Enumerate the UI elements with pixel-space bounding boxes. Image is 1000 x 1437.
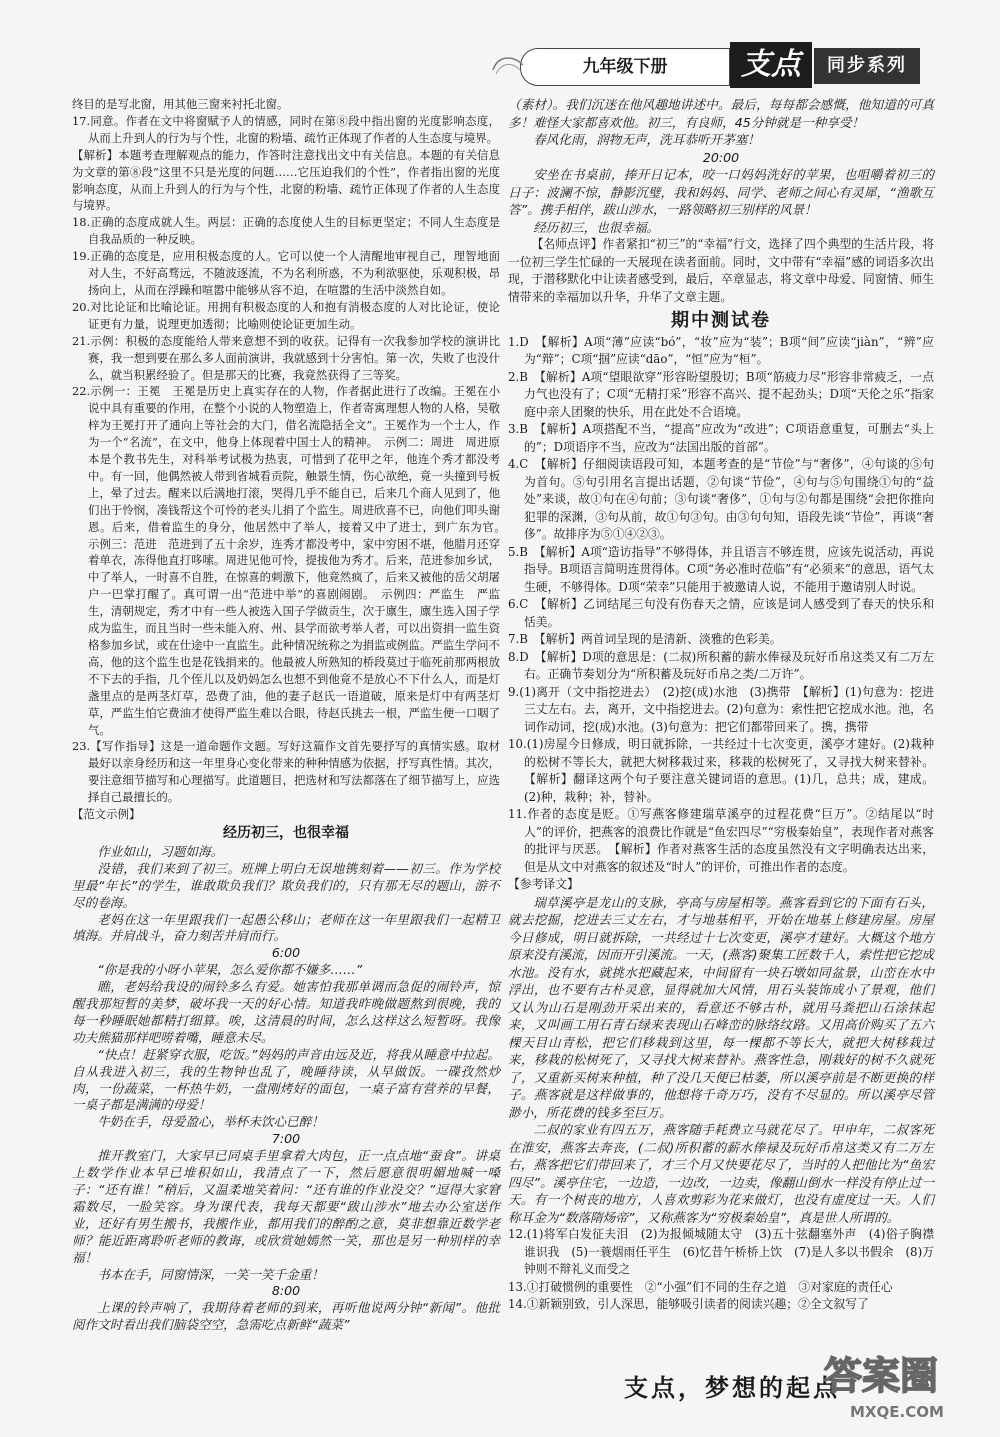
text-paragraph: 3.B 【解析】A项搭配不当，“提高”应改为“改进”；C项语意重复，可删去“头上的”；D项语序不当，应改为“法国出版的首部”。 xyxy=(508,422,934,454)
section-title: 经历初三，也很幸福 xyxy=(223,824,349,841)
text-paragraph: 终目的是写北窗，用其他三窗来衬托北窗。 xyxy=(72,97,289,111)
grade-label: 九年级下册 xyxy=(520,48,730,86)
text-paragraph: 6:00 xyxy=(271,945,301,961)
text-paragraph: 21.示例：积极的态度能给人带来意想不到的收获。记得有一次我参加学校的演讲比赛，我一想到要在那么多人面前演讲，我就感到十分害怕。第一次，失败了也没什么，就当积累经验了。但是那天的比赛，我竟然获得了三等奖。 xyxy=(72,333,500,382)
text-paragraph: 瑞草溪亭是龙山的支脉，亭高与房屋相等。燕客看到它的下面有石头，就去挖掘，挖进去三丈左右，才与地基相平，开始在地基上修建房屋。房屋今日修成，明日就拆除，一共经过十七次变更，溪亭才建好。大概这个地方原来没有溪流，因而开引溪流。一天，(燕客)聚集工匠数千人，索性把它挖成水池。没有水，就挑水把藏起来，中间留有一块石墩如同盆景，山峦在水中浮出，也不要有古朴灵意，显得就加大风情，用石头装饰成小了景观，他们又认为山石是刚劲开采出来的，看意还不够古朴，就用马粪把山石涂抹起来，又叫画工用石青石绿来表现山石峰峦的脉络纹路。又用高价购买了五六棵天目山青松，把它们移栽到这里，每一棵都不等长大，就把大树移栽过来，移栽的松树死了，又寻找大树来替补。燕客性急，刚栽好的树不久就死了，又重新买树来种植，种了没几天便已枯萎，所以溪亭前是不断更换的样子。燕客就是这样做事的，他想将千奇万巧，没有不尽显的。所以溪亭尽管渺小，所花费的钱多至巨万。 xyxy=(508,894,934,1120)
text-paragraph: 牛奶在手，母爱盈心，举杯未饮心已醉！ xyxy=(97,1114,324,1130)
watermark-text: 答案圈 xyxy=(824,1354,939,1398)
series-label: 同步系列 xyxy=(814,48,920,84)
text-paragraph: 7.B 【解析】两首词呈现的是清新、淡雅的色彩美。 xyxy=(508,632,782,646)
text-paragraph: “快点！赶紧穿衣服，吃饭。”妈妈的声音由远及近，将我从睡意中拉起。自从我进入初三，我的生物钟也乱了，晚睡待读，从早做饭。一碟孜然炒肉，一份蔬菜，一杯热牛奶，一盘刚烤好的面包，一桌子富有营养的早餐，一桌子都是满满的母爱！ xyxy=(72,1046,500,1113)
text-paragraph: 23.【写作指导】这是一道命题作文题。写好这篇作文首先要抒写的真情实感。取材最好以亲身经历和这一年里身心变化带来的种种情感为依据，抒写真性情。其次，要注意细节描写和心理描写。此道题目，把选材和写法都落在了细节描写上，应选择自己最擅长的。 xyxy=(72,739,500,805)
text-paragraph: 【范文示例】 xyxy=(72,807,141,822)
text-paragraph: 14.①新颖别致，引人深思，能够吸引读者的阅读兴趣；②全文叙写了 xyxy=(508,1297,869,1311)
text-paragraph: 老妈在这一年里跟我们一起愚公移山；老师在这一年里跟我们一起精卫填海。并肩战斗，奋力刻苦并肩而行。 xyxy=(72,911,500,944)
text-paragraph: 9.(1)离开（文中指挖进去） (2)挖(成)水池 (3)携带 【解析】(1)句意为：挖进三丈左右。去，离开，文中指挖进去。(2)句意为：索性把它挖成水池。池，名词作动词，挖(成)水池。(3)句意为：把它们都带回来了。携，携带 xyxy=(508,684,934,734)
text-paragraph: 6.C 【解析】乙词结尾三句没有伤春天之情，应该是词人感受到了春天的快乐和恬美。 xyxy=(508,597,934,629)
left-column xyxy=(72,96,512,1334)
footer-slogan: 支点，梦想的起点 xyxy=(624,1373,840,1402)
text-paragraph: 作业如山，习题如海。 xyxy=(97,843,224,859)
page-header xyxy=(520,40,920,90)
watermark-logo xyxy=(820,1345,980,1425)
text-paragraph: 二叔的家业有四五万，燕客随手耗费立马就花尽了。甲申年，二叔客死在淮安，燕客去奔丧，(二叔)所积蓄的薪水俸禄及玩好币帛这类又有二万左右，燕客把它们带回来了，才三个月又快要花尽了，当时的人把他比为“鱼宏四尽”。溪亭住宅，一边造，一边改，一边卖，像翻山倒水一样没有停止过一天。有一个树丧的地方，人喜欢剪彩为花来做灯，也没有虚度过一天。人们称耳金为“数落隋炀帝”，又称燕客为“穷极秦始皇”，真是世人所谓的。 xyxy=(508,1122,934,1225)
text-paragraph: 2.B 【解析】A项“望眼欲穿”形容盼望殷切；B项“筋疲力尽”形容非常疲乏，一点力气也没有了；C项“无精打采”形容不高兴、提不起劲头；D项“天伦之乐”指家庭中亲人团聚的快乐，用在此处不合语境。 xyxy=(508,369,934,419)
text-paragraph: 经历初三，也很幸福。 xyxy=(533,219,660,235)
brand-logo: 支点 xyxy=(730,42,812,88)
watermark-url: MXQE.COM xyxy=(850,1403,944,1421)
text-paragraph: 20:00 xyxy=(702,149,740,165)
text-paragraph: 【名师点评】作者紧扣“初三”的“幸福”行文，选择了四个典型的生活片段，将一位初三学生忙碌的一天展现在读者面前。同时，文中带有“幸福”感的词语多次出现，于潜移默化中让读者感受到，最后，卒章显志，将文章中母爱、同窗情、师生情带来的幸福加以升华，升华了文章主题。 xyxy=(508,237,934,304)
text-paragraph: 8.D 【解析】D项的意思是：(二叔)所积蓄的薪水俸禄及玩好币帛这类又有二万左右。正确节奏划分为“所积蓄及玩好币帛之类/二万许”。 xyxy=(508,649,934,681)
text-paragraph: 【解析】本题考查理解观点的能力，作答时注意找出文中有关信息。本题的有关信息为文章的第⑧段“这里不只是光度的问题……它压迫我们的个性”，作者指出窗的光度影响态度，从而上升到人的行为与个性，北窗的粉墙、疏竹正体现了作者的人生态度与境界。 xyxy=(72,147,500,213)
text-paragraph: 安坐在书桌前，捧开日记本，咬一口妈妈洗好的苹果，也咀嚼着初三的日子：波澜不惊，静影沉璧，我和妈妈、同学、老师之间心有灵犀，“渔歌互答”。携手相伴，跋山涉水，一路领略初三别样的风景！ xyxy=(508,167,934,217)
text-paragraph: 11.作者的态度是贬。①写燕客修建瑞草溪亭的过程花费“巨万”。②结尾以“时人”的评价，把燕客的浪费比作就是“鱼宏四尽”“穷极秦始皇”，表现作者对燕客的批评与厌恶。 【解析】作者对燕客生活的态度虽然没有文字明确表达出来，但是从文中对燕客的叙述及“时人”的评价，可推出作者的态度。 xyxy=(508,807,934,874)
text-paragraph: 18.正确的态度成就人生。两层：正确的态度使人生的目标更坚定；不同人生态度是自我品质的一种反映。 xyxy=(72,215,500,247)
text-paragraph: 10.(1)房屋今日修成，明日就拆除，一共经过十七次变更，溪亭才建好。(2)栽种的松树不等长大，就把大树移栽过来，移栽的松树死了，又寻找大树来替补。【解析】翻译这两个句子要注意关键词语的意思。(1)几，总共；成，建成。(2)种，栽种；补，替补。 xyxy=(508,737,934,804)
text-paragraph: 5.B 【解析】A项“造访指导”不够得体，并且语言不够连贯，应该先说活动，再说指导。B项语言简明连贯得体。C项“务必准时莅临”有“必须来”的意思，语气太生硬，不够得体。D项“荣幸”只能用于被邀请人说，不能用于邀请别人时说。 xyxy=(508,544,934,594)
text-paragraph: （素材）。我们沉迷在他风趣地讲述中。最后，每每都会感慨，他知道的可真多！难怪大家都喜欢他。初三，有良师，45分钟就是一种享受！ xyxy=(508,97,934,130)
text-paragraph: “你是我的小呀小苹果，怎么爱你都不嫌多……” xyxy=(97,962,363,978)
text-paragraph: 瞧，老妈给我设的闹铃多么有爱。她害怕我那单调而急促的闹铃声，惊醒我那短暂的美梦，破坏我一天的好心情。知道我昨晚做题熬到很晚，我的每一秒睡眠她都精打细算。唉，这清晨的时间，怎么这样这么短暂呀。我像功夫熊猫那样吧唠着嘴，睡意未尽。 xyxy=(72,979,500,1045)
text-paragraph: 22.示例一：王冕 王冕是历史上真实存在的人物，作者据此进行了改编。王冕在小说中具有重要的作用，在整个小说的人物塑造上，作者寄寓理想人物的人格，吴敬梓为王冕打开了通向上等社会的大门，借名流隐括全文”。王冕作为一个士人，作为一个“名流”，在文中，他身上体现着中国士人的精神。 示例二：周进 周进原本是个教书先生，对科举考试极为热衷，可惜到了花甲之年，他连个秀才都没考中。有一回，他偶然被人带到省城看贡院，触景生情，伤心欲绝，竟一头撞到号板上，晕了过去。醒来以后满地打滚，哭得几乎不能自已，后来几个商人见到了，他们出于怜悯，凑钱帮这个可怜的老头儿捐了个监生。周进欣喜不已，向他们叩头谢恩。后来，借着监生的身分，他居然中了举人，接着又中了进士，到广东为官。 示例三：范进 范进到了五十余岁，连秀才都没考中，家中穷困不堪，他腊月还穿着单衣，冻得他直打哆嗦。周进见他可怜，提拔他为秀才。后来，范进参加乡试，中了举人，一时喜不自胜，在惊喜的刺激下，他竟然疯了，后来又被他的岳父胡屠户一巴掌打醒了。真可谓一出“范进中举”的喜剧闹剧。 示例四：严监生 严监生，清朝规定，秀才中有一些人被选入国子学做贡生，次于廪生，廪生选入国子学成为监生，而且当时一些未能入府、州、县学而欲考举人者，可以出资捐一监生资格参加乡试，或在仕途中一直监生。此种情况统称之为捐监或例监。严监生学问不高，他的这个监生也是花钱捐来的。他最被人所熟知的桥段莫过于临死前那两根放不下去的手指，几个侄儿以及奶妈怎么也想不到他竟不是放心不下什么人，而是灯盏里点的是两茎灯草，恐费了油，他的妻子赵氏一语道破，原来是灯中有两茎灯草，严监生怕它费油才使得严监生难以合眼，待赵氏挑去一根，严监生便一口咽了气。 xyxy=(72,384,512,737)
text-paragraph: 【参考译文】 xyxy=(508,877,579,891)
text-paragraph: 春风化雨，润物无声，洗耳恭听开茅塞！ xyxy=(533,132,760,147)
section-title: 期中测试卷 xyxy=(671,310,771,331)
swirl-icon xyxy=(488,50,528,80)
text-paragraph: 推开教室门，大家早已同桌手里拿着大肉包，正一点点地“蚕食”。讲桌上数学作业本早已堆积如山，我清点了一下，然后愿意很明媚地喊一嗓子：“还有谁！”稍后，又温柔地笑着问：“还有谁的作业没交？”逗得大家窘霜数尽，一脸笑容。身为课代表，我每天都要“跋山涉水”地去办公室送作业，还好有男生搬书，我搬作业，都用我们的醉酌之意，莫非想靠近数学老师？能近距离聆听老师的教诲，或欣赏她嫣然一笑，那也是另一种别样的幸福！ xyxy=(72,1148,500,1265)
text-paragraph: 书本在手，同窗情深，一笑一笑千金重！ xyxy=(97,1266,324,1282)
text-paragraph: 1.D 【解析】A项“薄”应读“bó”，“妆”应为“装”；B项“间”应读“jiàn”，“辨”应为“辩”；C项“掴”应读“dāo”，“恒”应为“桓”。 xyxy=(508,334,934,366)
text-paragraph: 17.同意。作者在文中将窗赋予人的情感，同时在第⑧段中指出窗的光度影响态度，从而上升到人的行为与个性，北窗的粉墙、疏竹正体现了作者的人生态度与境界。 xyxy=(72,113,500,145)
text-paragraph: 20.对比论证和比喻论证。用拥有积极态度的人和抱有消极态度的人对比论证，使论证更有力量，说理更加透彻；比喻则使论证更加生动。 xyxy=(72,299,500,331)
text-paragraph: 8:00 xyxy=(271,1283,301,1299)
text-paragraph: 13.①打破惯例的重要性 ②“小强”们不同的生存之道 ③对家庭的责任心 xyxy=(508,1279,893,1294)
text-paragraph: 7:00 xyxy=(271,1131,301,1147)
text-paragraph: 4.C 【解析】仔细阅读语段可知，本题考查的是“节俭”与“奢侈”，④句谈的⑤句为首句。⑤句引用名言提出话题，②句谈“节俭”，④句与⑤句围绕①句的“益处”来谈，故①句在④句前；③句谈“奢侈”，①句与②句都是围绕“会把你推向犯罪的深渊，③句从前，故①句③句。由③句句知，语段先谈“节俭”，再谈“奢侈”。故排序为⑤①④②③。 xyxy=(508,457,934,541)
text-paragraph: 没错，我们来到了初三。班牌上明白无误地镌刻着——初三。作为学校里最“年长”的学生，谁敢欺负我们？欺负我们的，只有那无尽的题山，游不尽的卷海。 xyxy=(72,860,500,910)
text-paragraph: 12.(1)将军白发征夫泪 (2)为报倾城随太守 (3)五十弦翻塞外声 (4)俗子胸襟谁识我 (5)一蓑烟雨任平生 (6)忆昔午桥桥上饮 (7)是人多以书假余 (8)万钟则不辩礼义而受之 xyxy=(508,1227,934,1276)
text-paragraph: 上课的铃声响了，我期待着老师的到来，再听他说两分钟“新闻”。他批阅作文时看出我们脑袋空空，急需吃点新鲜“蔬菜” xyxy=(72,1300,500,1333)
right-column xyxy=(508,96,934,1314)
text-paragraph: 19.正确的态度是，应用积极态度的人。它可以使一个人清醒地审视自己，理智地面对人生，不好高骛远，不随波逐流，不为名利所惑，不为利欲驱使，乐观积极，昂扬向上，从而在浮躁和喧嚣中能够从容不迫，在喧嚣的生活中淡然自如。 xyxy=(72,249,500,297)
